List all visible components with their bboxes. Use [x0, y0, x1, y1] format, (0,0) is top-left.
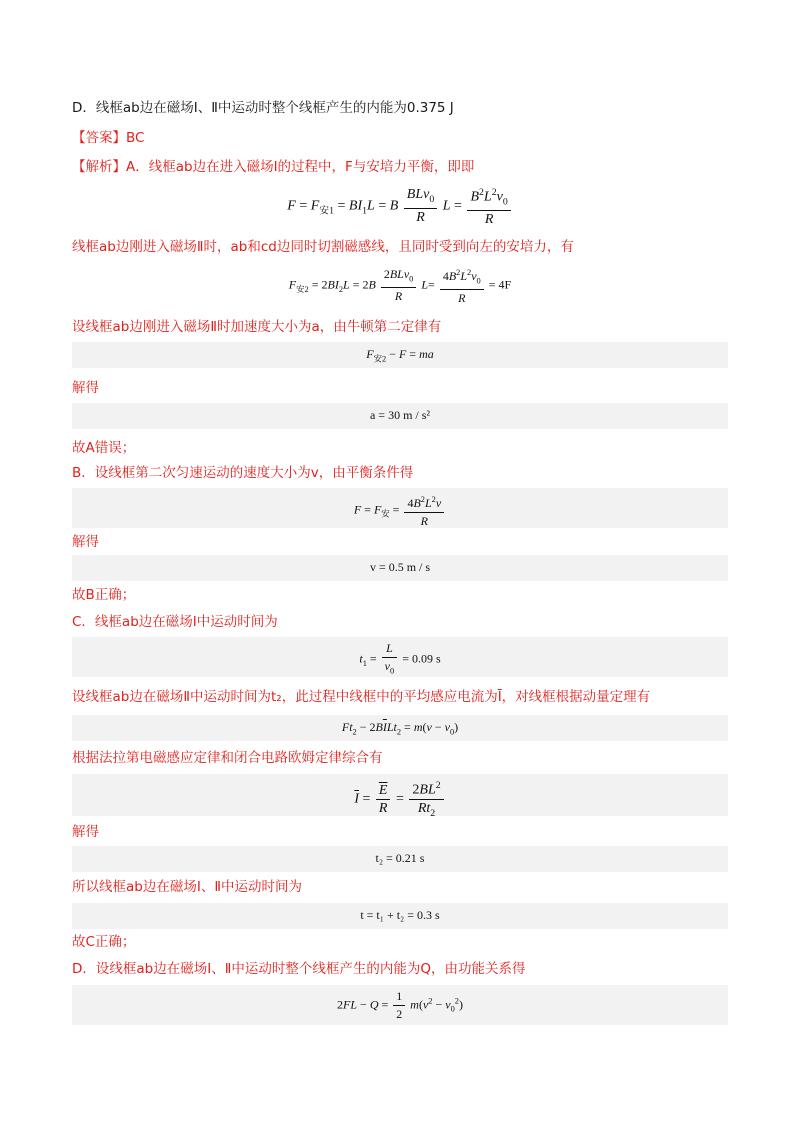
formula-t1-value: = 0.09 s	[402, 651, 441, 666]
text-faraday: 根据法拉第电磁感应定律和闭合电路欧姆定律综合有	[72, 750, 383, 766]
text-t2-momentum: 设线框ab边在磁场Ⅱ中运动时间为t₂，此过程中线框中的平均感应电流为Ī，对线框根据动量定理有	[72, 689, 651, 705]
text-total-time: 所以线框ab边在磁场Ⅰ、Ⅱ中运动时间为	[72, 879, 302, 895]
analysis-a-text: A．线框ab边在进入磁场Ⅰ的过程中，F与安培力平衡，即即	[126, 159, 475, 175]
formula-box-a30	[72, 403, 728, 429]
formula-v05: v = 0.5 m / s	[369, 560, 431, 574]
conclusion-b: 故B正确；	[72, 587, 136, 603]
formula-box-v05	[72, 555, 728, 581]
solve-label-2: 解得	[72, 534, 99, 550]
formula-eq-4f: = 4F	[488, 277, 512, 292]
formula-total: t = t₁ + t₂ = 0.3 s	[360, 908, 440, 922]
text-acceleration: 设线框ab边刚进入磁场Ⅱ时加速度大小为a，由牛顿第二定律有	[72, 319, 442, 335]
text-option-d: D．设线框ab边在磁场Ⅰ、Ⅱ中运动时整个线框产生的内能为Q，由功能关系得	[72, 961, 526, 977]
formula-box-t2	[72, 846, 728, 872]
text-option-b: B．设线框第二次匀速运动的速度大小为v，由平衡条件得	[72, 465, 414, 481]
conclusion-c: 故C正确；	[72, 934, 136, 950]
analysis-a-line	[72, 157, 474, 177]
text-enter-field-2: 线框ab边刚进入磁场Ⅱ时，ab和cd边同时切割磁感线，且同时受到向左的安培力，有	[72, 239, 574, 255]
solve-label-1: 解得	[72, 380, 99, 396]
formula-box-balance-b: $F = F_安$ = $\frac{4B^2L^2v}{R}$	[72, 488, 728, 528]
formula-box-total	[72, 903, 728, 929]
solve-label-3: 解得	[72, 824, 99, 840]
option-d-question: D．线框ab边在磁场Ⅰ、Ⅱ中运动时整个线框产生的内能为0.375 J	[72, 100, 454, 116]
formula-box-current: $\overline{I}$ = $\frac{\overline{E}}{R}$ = $\frac{2BL^2}{Rt_2}$	[72, 774, 728, 816]
formula-box-momentum: $Ft_2 - 2B\overline{I}Lt_2 = m(v - v_0)$	[72, 715, 728, 741]
formula-box-newton: $F_{安2} - F$ = ma	[72, 342, 728, 368]
formula-box-t1: $t_1$ = $\frac{L}{v_0}$ = 0.09 s	[72, 637, 728, 677]
formula-box-energy: 2FL − Q = $\frac{1}{2}$ $m(v^2 - v_0^2)$	[72, 985, 728, 1025]
formula-f-balance: $F = F_{安1} = BI_1L = B$ $\frac{BLv_0}{R}$ L = $\frac{B^2L^2v_0}{R}$	[0, 184, 800, 226]
answer-line: 【答案】BC	[72, 130, 145, 146]
formula-f-an2: $F_{安2} = 2BI_2L = 2B$ $\frac{2BLv_0}{R}$ L= $\frac{4B^2L^2v_0}{R}$ = 4F	[0, 264, 800, 306]
text-option-c: C．线框ab边在磁场Ⅰ中运动时间为	[72, 614, 278, 630]
formula-a30: a = 30 m / s²	[369, 408, 431, 422]
formula-t2: t₂ = 0.21 s	[375, 851, 425, 865]
analysis-label: 【解析】	[72, 159, 126, 175]
conclusion-a: 故A错误；	[72, 440, 136, 456]
